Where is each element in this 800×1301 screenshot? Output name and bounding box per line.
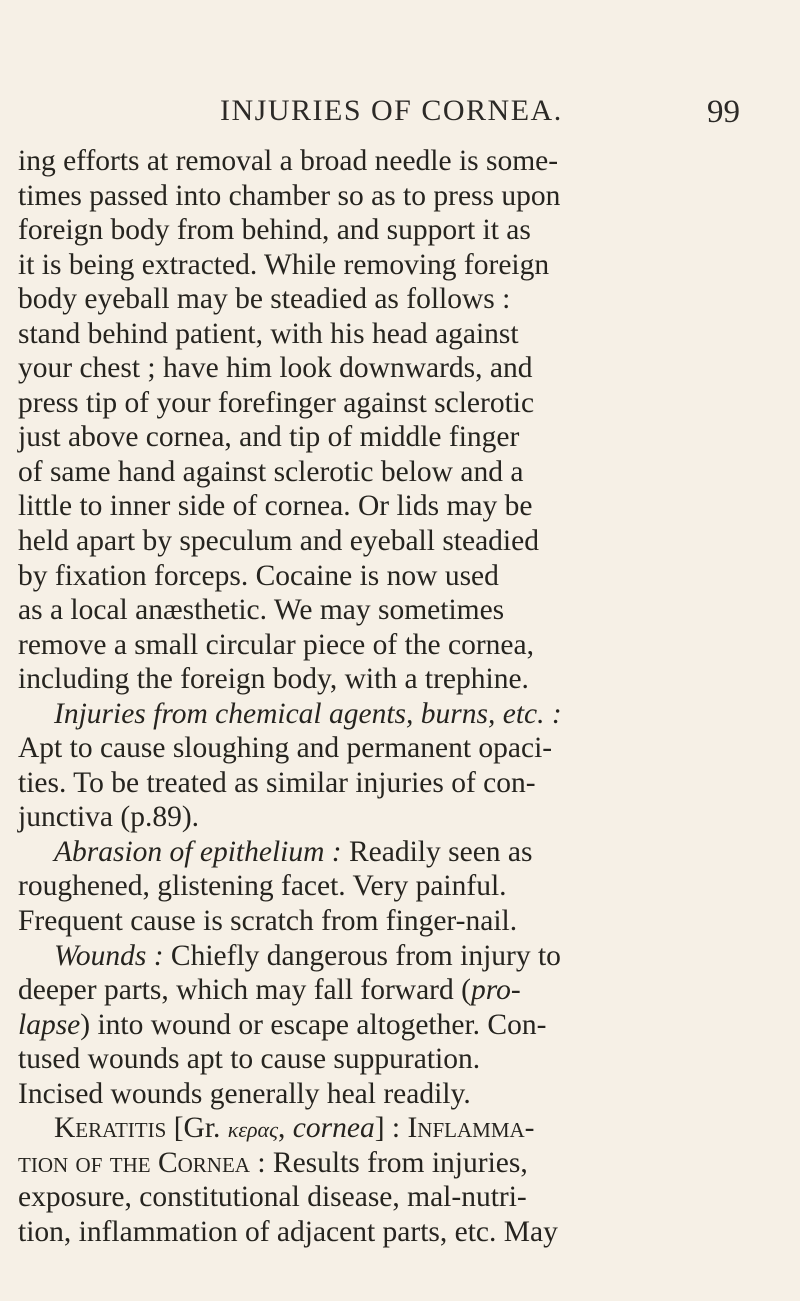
subheading-chemical-injuries: Injuries from chemical agents, burns, etc. : — [54, 697, 562, 730]
text-run: [Gr. — [166, 1112, 228, 1145]
text-line: it is being extracted. While removing foreign — [18, 248, 550, 281]
body-text — [18, 144, 798, 1250]
smallcaps-run: tion of the Cornea — [18, 1146, 250, 1179]
text-line: foreign body from behind, and support it as — [18, 214, 531, 247]
text-line: held apart by speculum and eyeball steadied — [18, 525, 539, 558]
text-line: tused wounds apt to cause suppuration. — [18, 1043, 481, 1076]
italic-run: cornea — [292, 1112, 375, 1145]
greek-word: κερας — [227, 1117, 279, 1143]
text-line: just above cornea, and tip of middle finger — [18, 421, 520, 454]
text-line: ties. To be treated as similar injuries of con- — [18, 766, 536, 799]
smallcaps-run: Inflamma- — [407, 1112, 535, 1145]
text-line — [18, 1111, 798, 1146]
text-line — [18, 939, 798, 974]
text-line: junctiva (p.89). — [18, 801, 200, 834]
subheading-abrasion: Abrasion of epithelium : — [54, 835, 342, 868]
running-head: INJURIES OF CORNEA. — [220, 94, 563, 127]
text-run: Readily seen as — [341, 835, 533, 868]
heading-keratitis: Keratitis — [54, 1112, 167, 1145]
text-run: : Results from injuries, — [249, 1146, 528, 1179]
text-run: Chiefly dangerous from injury to — [163, 939, 561, 972]
text-run: ] : — [374, 1112, 408, 1145]
text-line — [18, 1008, 798, 1043]
subheading-wounds: Wounds : — [54, 939, 164, 972]
text-line: roughened, glistening facet. Very painful. — [18, 870, 507, 903]
text-run: ) into wound or escape altogether. Con- — [80, 1008, 547, 1041]
text-line — [18, 835, 798, 870]
text-run: , — [278, 1112, 293, 1145]
italic-run: pro- — [470, 974, 521, 1007]
subheading-line — [18, 697, 798, 732]
text-line: Frequent cause is scratch from finger-nail. — [18, 905, 518, 938]
text-line — [18, 1146, 798, 1181]
text-line: of same hand against sclerotic below and a — [18, 455, 524, 488]
text-line: tion, inflammation of adjacent parts, etc. Ma⁠y — [18, 1215, 558, 1248]
text-line: as a local anæsthetic. We may sometimes — [18, 594, 505, 627]
text-line: press tip of your forefinger against sclerotic — [18, 386, 535, 419]
text-line — [18, 973, 798, 1008]
italic-run: lapse — [18, 1008, 81, 1041]
text-line: by fixation forceps. Cocaine is now used — [18, 559, 499, 592]
page-header — [0, 88, 800, 132]
text-line: Incised wounds generally heal readily. — [18, 1077, 471, 1110]
text-line: exposure, constitutional disease, mal-nutri- — [18, 1181, 527, 1214]
text-line: your chest ; have him look downwards, and — [18, 352, 533, 385]
text-line: including the foreign body, with a trephine. — [18, 663, 529, 696]
text-line: ing efforts at removal a broad needle is some- — [18, 145, 559, 177]
text-line: little to inner side of cornea. Or lids may be — [18, 490, 533, 523]
text-line: body eyeball may be steadied as follows : — [18, 283, 511, 316]
text-line: remove a small circular piece of the cornea, — [18, 628, 534, 661]
text-line: Apt to cause sloughing and permanent opaci- — [18, 732, 553, 765]
page-number: 99 — [707, 94, 740, 130]
text-line: times passed into chamber so as to press upon — [18, 179, 561, 212]
text-line: stand behind patient, with his head against — [18, 317, 519, 350]
text-run: deeper parts, which may fall forward ( — [18, 974, 471, 1007]
